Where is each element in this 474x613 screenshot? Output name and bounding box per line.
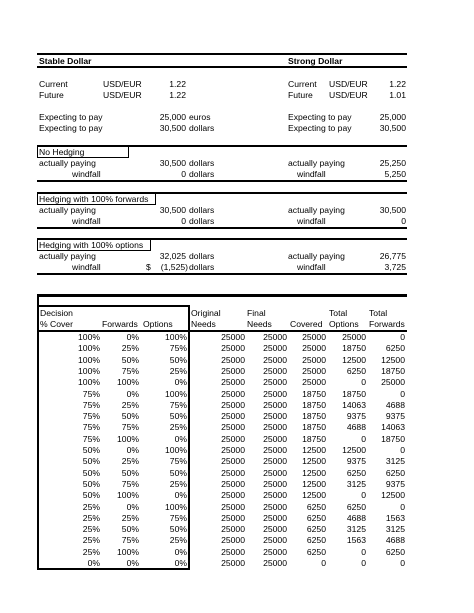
table-cell-options: 0% <box>174 377 187 388</box>
table-cell-total-options: 1563 <box>346 535 366 546</box>
header-forwards: Forwards <box>102 319 138 329</box>
table-cell-final-needs: 25000 <box>263 535 287 546</box>
table-cell-cover: 75% <box>82 422 100 433</box>
options-stable-pay: 32,025 <box>159 251 186 261</box>
table-cell-total-forwards: 6250 <box>385 546 405 557</box>
table-cell-total-options: 6250 <box>346 467 366 478</box>
table-cell-original-needs: 25000 <box>221 343 245 354</box>
table-cell-forwards: 75% <box>121 365 139 376</box>
table-cell-total-forwards: 0 <box>400 445 405 455</box>
table-cell-total-options: 3125 <box>346 478 366 489</box>
table-cell-cover: 25% <box>82 512 100 523</box>
table-cell-total-forwards: 0 <box>400 501 405 512</box>
forwards-strong-pay: 30,500 <box>379 205 406 215</box>
table-cell-total-forwards: 18750 <box>381 433 405 444</box>
table-cell-options: 25% <box>169 365 187 376</box>
table-cell-options: 0% <box>174 433 187 444</box>
table-cell-covered: 18750 <box>302 399 326 410</box>
table-cell-forwards: 100% <box>117 377 139 388</box>
options-strong-windfall: 3,725 <box>384 262 406 272</box>
table-cell-forwards: 0% <box>126 332 139 342</box>
table-cell-covered: 25000 <box>302 354 326 365</box>
table-cell-forwards: 100% <box>117 433 139 444</box>
header-total-options-1: Total <box>329 308 348 318</box>
table-cell-cover: 100% <box>78 332 100 342</box>
table-cell-forwards: 75% <box>121 535 139 546</box>
header-final: Final <box>247 308 266 318</box>
stable-expecting-label-2: Expecting to pay <box>39 123 103 133</box>
forwards-strong-actually-label: actually paying <box>288 205 345 215</box>
header-needs: Needs <box>191 319 216 329</box>
table-cell-forwards: 50% <box>121 524 139 535</box>
no-hedging-title: No Hedging <box>39 147 85 157</box>
table-cell-original-needs: 25000 <box>221 445 245 455</box>
table-cell-final-needs: 25000 <box>263 445 287 455</box>
strong-expecting-euros: 25,000 <box>379 112 406 122</box>
table-cell-forwards: 25% <box>121 456 139 467</box>
table-cell-final-needs: 25000 <box>263 343 287 354</box>
stable-dollar-title: Stable Dollar <box>39 56 92 66</box>
header-total-options-2: Options <box>329 319 359 329</box>
stable-future-label: Future <box>39 90 64 100</box>
table-cell-options: 25% <box>169 422 187 433</box>
forwards-rule-bottom <box>37 227 407 229</box>
no-hedging-rule-top <box>37 145 407 147</box>
table-cell-forwards: 50% <box>121 467 139 478</box>
table-cell-final-needs: 25000 <box>263 388 287 399</box>
table-cell-forwards: 100% <box>117 490 139 501</box>
table-cell-cover: 75% <box>82 399 100 410</box>
table-cell-total-forwards: 14063 <box>381 422 405 433</box>
table-cell-covered: 12500 <box>302 478 326 489</box>
forwards-stable-windfall: 0 <box>181 216 186 226</box>
dollars-unit: dollars <box>189 123 215 133</box>
table-cell-forwards: 100% <box>117 546 139 557</box>
options-strong-actually-label: actually paying <box>288 251 345 261</box>
header-covered: Covered <box>290 319 323 329</box>
strong-current-rate: 1.22 <box>389 79 406 89</box>
forwards-stable-pay: 30,500 <box>159 205 186 215</box>
table-cell-original-needs: 25000 <box>221 422 245 433</box>
table-cell-final-needs: 25000 <box>263 354 287 365</box>
table-cell-cover: 100% <box>78 343 100 354</box>
table-cell-total-options: 25000 <box>342 332 366 342</box>
table-cell-total-forwards: 3125 <box>385 524 405 535</box>
strong-future-rate: 1.01 <box>389 90 406 100</box>
stable-expecting-euros: 25,000 <box>159 112 186 122</box>
no-hedging-windfall-label: windfall <box>72 169 101 179</box>
table-cell-final-needs: 25000 <box>263 433 287 444</box>
no-hedging-rule-bottom <box>37 180 407 182</box>
table-cell-total-options: 18750 <box>342 343 366 354</box>
table-cell-forwards: 25% <box>121 399 139 410</box>
no-hedging-strong-windfall: 5,250 <box>384 169 406 179</box>
table-cell-covered: 6250 <box>306 512 326 523</box>
table-cell-final-needs: 25000 <box>263 512 287 523</box>
table-cell-original-needs: 25000 <box>221 377 245 388</box>
table-cell-cover: 75% <box>82 433 100 444</box>
table-cell-final-needs: 25000 <box>263 456 287 467</box>
table-cell-total-forwards: 6250 <box>385 343 405 354</box>
table-cell-options: 75% <box>169 399 187 410</box>
table-cell-options: 100% <box>165 332 187 342</box>
options-currency-sign: $ <box>146 262 151 272</box>
table-cell-total-options: 12500 <box>342 445 366 455</box>
table-cell-cover: 25% <box>82 524 100 535</box>
no-hedging-dollars-1: dollars <box>189 158 215 168</box>
table-cell-forwards: 0% <box>126 501 139 512</box>
table-cell-final-needs: 25000 <box>263 546 287 557</box>
table-cell-total-forwards: 12500 <box>381 354 405 365</box>
table-cell-total-forwards: 0 <box>400 388 405 399</box>
table-cell-options: 75% <box>169 456 187 467</box>
header-total-forwards-1: Total <box>369 308 388 318</box>
stable-expecting-label: Expecting to pay <box>39 112 103 122</box>
options-stable-windfall: (1,525) <box>160 262 188 272</box>
table-cell-original-needs: 25000 <box>221 399 245 410</box>
forwards-strong-windfall: 0 <box>401 216 406 226</box>
table-cell-final-needs: 25000 <box>263 501 287 512</box>
table-cell-cover: 100% <box>78 377 100 388</box>
table-cell-covered: 25000 <box>302 365 326 376</box>
strong-expecting-dollars: 30,500 <box>379 123 406 133</box>
table-cell-forwards: 0% <box>126 558 139 568</box>
header-cover: % Cover <box>40 319 73 329</box>
options-title: Hedging with 100% options <box>39 240 144 250</box>
header-underline <box>37 66 407 68</box>
table-cell-final-needs: 25000 <box>263 478 287 489</box>
table-cell-final-needs: 25000 <box>263 399 287 410</box>
table-cell-forwards: 75% <box>121 478 139 489</box>
table-cell-options: 50% <box>169 411 187 422</box>
table-cell-total-options: 14063 <box>342 399 366 410</box>
stable-current-label: Current <box>39 79 68 89</box>
forwards-strong-windfall-label: windfall <box>297 216 326 226</box>
table-cell-covered: 6250 <box>306 524 326 535</box>
table-cell-original-needs: 25000 <box>221 546 245 557</box>
options-dollars-1: dollars <box>189 251 215 261</box>
table-cell-total-options: 6250 <box>346 365 366 376</box>
table-cell-final-needs: 25000 <box>263 411 287 422</box>
header-decision: Decision <box>40 308 73 318</box>
table-cell-options: 100% <box>165 501 187 512</box>
table-cell-total-options: 0 <box>361 377 366 388</box>
table-cell-cover: 50% <box>82 467 100 478</box>
no-hedging-strong-pay: 25,250 <box>379 158 406 168</box>
table-cell-total-forwards: 12500 <box>381 490 405 501</box>
table-cell-original-needs: 25000 <box>221 332 245 342</box>
table-cell-original-needs: 25000 <box>221 365 245 376</box>
no-hedging-actually-label: actually paying <box>39 158 96 168</box>
table-cell-cover: 75% <box>82 388 100 399</box>
table-cell-options: 0% <box>174 490 187 501</box>
table-cell-covered: 25000 <box>302 332 326 342</box>
table-cell-total-forwards: 4688 <box>385 535 405 546</box>
table-cell-forwards: 0% <box>126 445 139 455</box>
table-cell-original-needs: 25000 <box>221 354 245 365</box>
table-cell-total-options: 9375 <box>346 456 366 467</box>
table-cell-cover: 50% <box>82 478 100 489</box>
table-cell-original-needs: 25000 <box>221 512 245 523</box>
table-cell-total-forwards: 9375 <box>385 478 405 489</box>
table-cell-cover: 75% <box>82 411 100 422</box>
forwards-actually-label: actually paying <box>39 205 96 215</box>
table-cell-total-options: 4688 <box>346 512 366 523</box>
table-cell-original-needs: 25000 <box>221 478 245 489</box>
table-cell-cover: 50% <box>82 456 100 467</box>
table-cell-options: 100% <box>165 445 187 455</box>
table-cell-covered: 12500 <box>302 456 326 467</box>
table-cell-options: 75% <box>169 343 187 354</box>
table-cell-total-options: 6250 <box>346 501 366 512</box>
table-cell-original-needs: 25000 <box>221 490 245 501</box>
no-hedging-strong-actually-label: actually paying <box>288 158 345 168</box>
stable-expecting-dollars: 30,500 <box>159 123 186 133</box>
table-cell-covered: 12500 <box>302 490 326 501</box>
table-cell-cover: 25% <box>82 501 100 512</box>
table-cell-options: 0% <box>174 558 187 568</box>
table-cell-options: 0% <box>174 546 187 557</box>
table-cell-forwards: 25% <box>121 343 139 354</box>
table-cell-forwards: 0% <box>126 388 139 399</box>
table-cell-total-forwards: 3125 <box>385 456 405 467</box>
table-cell-original-needs: 25000 <box>221 388 245 399</box>
table-cell-covered: 12500 <box>302 445 326 455</box>
table-cell-total-forwards: 25000 <box>381 377 405 388</box>
options-dollars-2: dollars <box>189 262 215 272</box>
no-hedging-stable-pay: 30,500 <box>159 158 186 168</box>
table-cell-total-options: 0 <box>361 490 366 501</box>
table-cell-covered: 18750 <box>302 388 326 399</box>
table-cell-final-needs: 25000 <box>263 467 287 478</box>
table-cell-cover: 25% <box>82 546 100 557</box>
top-rule <box>37 53 407 55</box>
table-cell-total-options: 18750 <box>342 388 366 399</box>
euros-unit: euros <box>189 112 211 122</box>
options-rule-bottom <box>37 273 407 275</box>
table-cell-final-needs: 25000 <box>263 377 287 388</box>
table-cell-covered: 18750 <box>302 411 326 422</box>
table-cell-total-options: 0 <box>361 433 366 444</box>
options-windfall-label: windfall <box>72 262 101 272</box>
table-cell-cover: 50% <box>82 445 100 455</box>
table-cell-forwards: 50% <box>121 354 139 365</box>
forwards-windfall-label: windfall <box>72 216 101 226</box>
table-cell-covered: 25000 <box>302 343 326 354</box>
strong-current-pair: USD/EUR <box>329 79 368 89</box>
table-cell-total-forwards: 18750 <box>381 365 405 376</box>
header-options: Options <box>143 319 173 329</box>
table-cell-original-needs: 25000 <box>221 411 245 422</box>
table-cell-total-forwards: 1563 <box>385 512 405 523</box>
strong-expecting-label-2: Expecting to pay <box>288 123 352 133</box>
table-cell-final-needs: 25000 <box>263 332 287 342</box>
table-cell-cover: 50% <box>82 490 100 501</box>
table-cell-original-needs: 25000 <box>221 456 245 467</box>
table-cell-options: 25% <box>169 535 187 546</box>
table-cell-covered: 6250 <box>306 501 326 512</box>
table-cell-covered: 6250 <box>306 546 326 557</box>
table-cell-covered: 12500 <box>302 467 326 478</box>
no-hedging-strong-windfall-label: windfall <box>297 169 326 179</box>
table-cell-total-forwards: 0 <box>400 558 405 568</box>
strong-dollar-title: Strong Dollar <box>288 56 343 66</box>
table-cell-total-options: 12500 <box>342 354 366 365</box>
table-cell-cover: 100% <box>78 365 100 376</box>
table-cell-options: 50% <box>169 467 187 478</box>
table-cell-cover: 0% <box>87 558 100 568</box>
table-cell-total-forwards: 9375 <box>385 411 405 422</box>
table-cell-options: 100% <box>165 388 187 399</box>
table-cell-options: 50% <box>169 354 187 365</box>
table-cell-options: 50% <box>169 524 187 535</box>
table-cell-forwards: 75% <box>121 422 139 433</box>
table-cell-forwards: 25% <box>121 512 139 523</box>
options-strong-pay: 26,775 <box>379 251 406 261</box>
stable-current-pair: USD/EUR <box>103 79 142 89</box>
table-cell-covered: 25000 <box>302 377 326 388</box>
stable-future-rate: 1.22 <box>169 90 186 100</box>
table-cell-total-forwards: 4688 <box>385 399 405 410</box>
table-cell-final-needs: 25000 <box>263 490 287 501</box>
table-cell-final-needs: 25000 <box>263 422 287 433</box>
table-cell-total-options: 0 <box>361 558 366 568</box>
stable-future-pair: USD/EUR <box>103 90 142 100</box>
table-cell-total-forwards: 0 <box>400 332 405 342</box>
no-hedging-stable-windfall: 0 <box>181 169 186 179</box>
table-cell-cover: 25% <box>82 535 100 546</box>
table-cell-forwards: 50% <box>121 411 139 422</box>
table-cell-original-needs: 25000 <box>221 558 245 568</box>
forwards-dollars-1: dollars <box>189 205 215 215</box>
forwards-dollars-2: dollars <box>189 216 215 226</box>
table-cell-original-needs: 25000 <box>221 501 245 512</box>
table-cell-original-needs: 25000 <box>221 433 245 444</box>
options-actually-label: actually paying <box>39 251 96 261</box>
table-cell-options: 25% <box>169 478 187 489</box>
strong-future-label: Future <box>288 90 313 100</box>
forwards-title: Hedging with 100% forwards <box>39 194 149 204</box>
table-cell-original-needs: 25000 <box>221 467 245 478</box>
table-cell-total-forwards: 6250 <box>385 467 405 478</box>
table-cell-original-needs: 25000 <box>221 524 245 535</box>
table-cell-covered: 0 <box>321 558 326 568</box>
stable-current-rate: 1.22 <box>169 79 186 89</box>
table-cell-covered: 18750 <box>302 433 326 444</box>
table-cell-total-options: 4688 <box>346 422 366 433</box>
table-cell-final-needs: 25000 <box>263 558 287 568</box>
options-strong-windfall-label: windfall <box>297 262 326 272</box>
table-cell-total-options: 9375 <box>346 411 366 422</box>
strong-current-label: Current <box>288 79 317 89</box>
table-cell-cover: 100% <box>78 354 100 365</box>
header-final-needs: Needs <box>247 319 272 329</box>
table-cell-covered: 6250 <box>306 535 326 546</box>
table-cell-options: 75% <box>169 512 187 523</box>
no-hedging-dollars-2: dollars <box>189 169 215 179</box>
table-cell-total-options: 3125 <box>346 524 366 535</box>
table-top-rule <box>37 294 407 297</box>
table-cell-covered: 18750 <box>302 422 326 433</box>
table-cell-final-needs: 25000 <box>263 524 287 535</box>
strong-future-pair: USD/EUR <box>329 90 368 100</box>
table-cell-total-options: 0 <box>361 546 366 557</box>
strong-expecting-label: Expecting to pay <box>288 112 352 122</box>
header-total-forwards-2: Forwards <box>369 319 405 329</box>
header-original: Original <box>191 308 221 318</box>
table-cell-original-needs: 25000 <box>221 535 245 546</box>
table-cell-final-needs: 25000 <box>263 365 287 376</box>
